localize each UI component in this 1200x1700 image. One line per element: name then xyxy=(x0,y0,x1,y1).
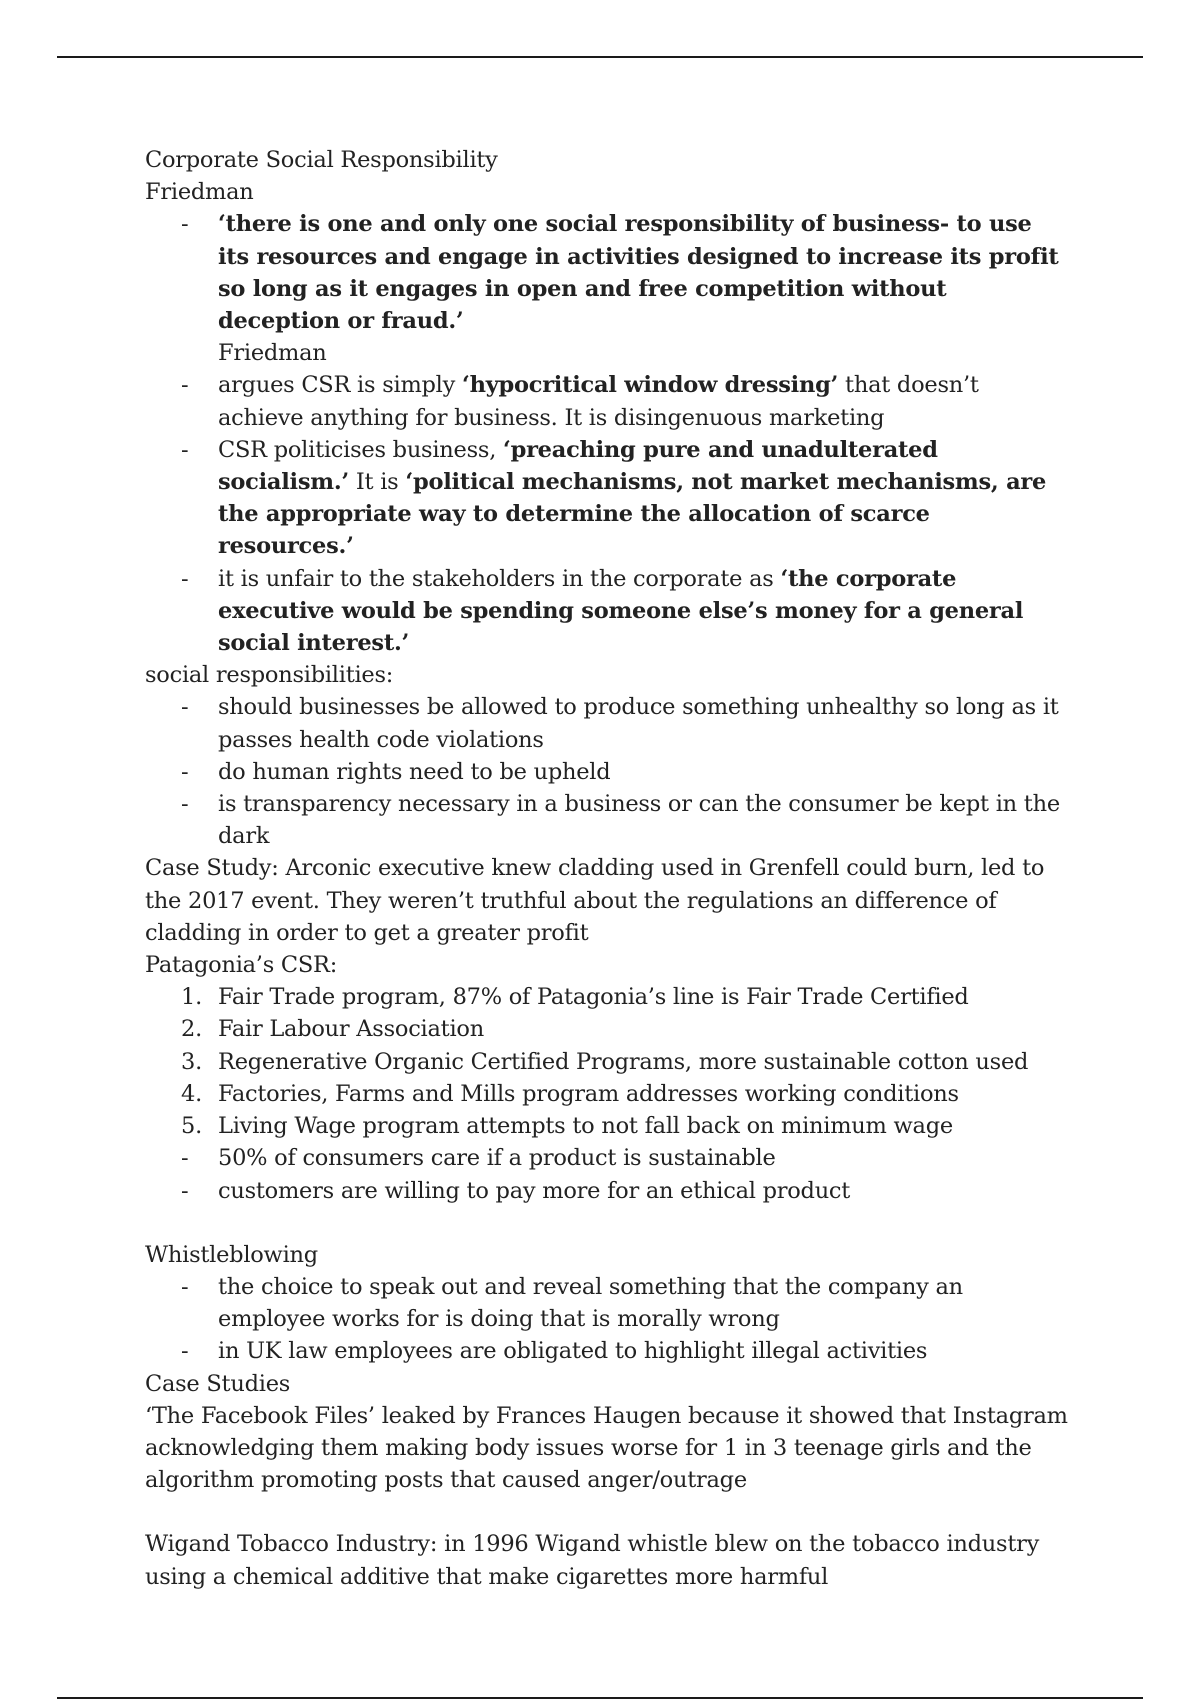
case-studies-heading: Case Studies xyxy=(145,1370,291,1397)
list-item xyxy=(145,1271,1070,1335)
list-item-text: should businesses be allowed to produce something unhealthy so long as it passes health code violations xyxy=(218,694,1059,753)
list-item-text: Living Wage program attempts to not fall back on minimum wage xyxy=(218,1113,953,1140)
list-item-text: in UK law employees are obligated to highlight illegal activities xyxy=(218,1338,928,1365)
friedman-bullet-socialism xyxy=(145,434,1070,563)
list-item-text: Factories, Farms and Mills program addresses working conditions xyxy=(218,1080,959,1107)
list-item-text: Fair Labour Association xyxy=(218,1016,484,1043)
case-study-arconic: Case Study: Arconic executive knew cladding used in Grenfell could burn, led to the 2017 event. They weren’t truthful about the regulations an difference of cladding in order to get a greater profit xyxy=(145,855,1045,946)
bullet-dash: - xyxy=(181,436,189,463)
document-title: Corporate Social Responsibility xyxy=(145,147,498,173)
friedman-quote-attribution: Friedman xyxy=(218,340,327,367)
text-run: argues CSR is simply xyxy=(218,372,462,399)
friedman-quote: ‘there is one and only one social responsibility of business- to use its resources and engage in activities designed to increase its profit so long as it engages in open and free competition without deception or fraud.’ xyxy=(218,211,1059,335)
list-item xyxy=(145,691,1070,755)
list-item-text: do human rights need to be upheld xyxy=(218,758,611,785)
bullet-dash: - xyxy=(181,758,189,785)
text-run: it is unfair to the stakeholders in the corporate as xyxy=(218,565,781,592)
paragraph-gap xyxy=(145,1496,1070,1528)
list-number: 1. xyxy=(181,984,202,1011)
text-run: CSR politicises business, xyxy=(218,436,504,463)
list-item-text: customers are willing to pay more for an ethical product xyxy=(218,1177,851,1204)
bold-quote: ‘political mechanisms, not market mechanisms, are the appropriate way to determine the allocation of scarce resources.’ xyxy=(218,469,1047,560)
bullet-dash: - xyxy=(181,565,189,592)
list-item-text: is transparency necessary in a business or can the consumer be kept in the dark xyxy=(218,791,1060,850)
list-number: 5. xyxy=(181,1113,202,1140)
list-item xyxy=(145,788,1070,852)
bullet-dash: - xyxy=(181,1145,189,1172)
case-study-wigand: Wigand Tobacco Industry: in 1996 Wigand whistle blew on the tobacco industry using a chemical additive that make cigarettes more harmful xyxy=(145,1531,1040,1590)
numbered-item xyxy=(145,1013,1070,1045)
numbered-item xyxy=(145,1110,1070,1142)
list-item-text: Regenerative Organic Certified Programs, more sustainable cotton used xyxy=(218,1048,1029,1075)
list-number: 2. xyxy=(181,1016,202,1043)
bullet-dash: - xyxy=(181,694,189,721)
friedman-bullet-stakeholders xyxy=(145,563,1070,660)
patagonia-heading: Patagonia’s CSR: xyxy=(145,952,338,979)
friedman-quote-item xyxy=(145,208,1070,369)
list-item xyxy=(145,1335,1070,1367)
case-study-facebook: ‘The Facebook Files’ leaked by Frances Haugen because it showed that Instagram acknowledging them making body issues worse for 1 in 3 teenage girls and the algorithm promoting posts that caused anger/outrage xyxy=(145,1402,1068,1494)
bullet-dash: - xyxy=(181,791,189,818)
list-number: 3. xyxy=(181,1048,202,1075)
bottom-rule xyxy=(57,1697,1143,1699)
bullet-dash: - xyxy=(181,1177,189,1204)
list-number: 4. xyxy=(181,1080,202,1107)
list-item-text: Fair Trade program, 87% of Patagonia’s line is Fair Trade Certified xyxy=(218,984,969,1011)
numbered-item xyxy=(145,981,1070,1013)
bullet-dash: - xyxy=(181,372,189,399)
list-item xyxy=(145,1142,1070,1174)
bullet-dash: - xyxy=(181,1273,189,1300)
text-run: that doesn’t achieve anything for business. It is disingenuous marketing xyxy=(218,372,979,431)
bold-quote: ‘preaching pure and unadulterated socialism.’ xyxy=(218,436,938,496)
whistleblowing-heading: Whistleblowing xyxy=(145,1241,318,1268)
bullet-dash: - xyxy=(181,1338,189,1365)
friedman-bullet-window-dressing xyxy=(145,369,1070,433)
list-item-text: the choice to speak out and reveal something that the company an employee works for is doing that is morally wrong xyxy=(218,1273,963,1333)
list-item xyxy=(145,756,1070,788)
list-item xyxy=(145,1175,1070,1207)
document-body xyxy=(145,144,1070,1593)
list-item-text: 50% of consumers care if a product is sustainable xyxy=(218,1145,776,1172)
bold-quote: ‘the corporate executive would be spending someone else’s money for a general social interest.’ xyxy=(218,565,1024,657)
numbered-item xyxy=(145,1078,1070,1110)
friedman-heading: Friedman xyxy=(145,179,254,206)
bold-quote: ‘hypocritical window dressing’ xyxy=(462,372,839,399)
social-heading: social responsibilities: xyxy=(145,662,394,689)
text-run: It is xyxy=(349,469,406,496)
top-rule xyxy=(57,56,1143,58)
bullet-dash: - xyxy=(181,211,189,238)
numbered-item xyxy=(145,1046,1070,1078)
paragraph-gap xyxy=(145,1207,1070,1239)
